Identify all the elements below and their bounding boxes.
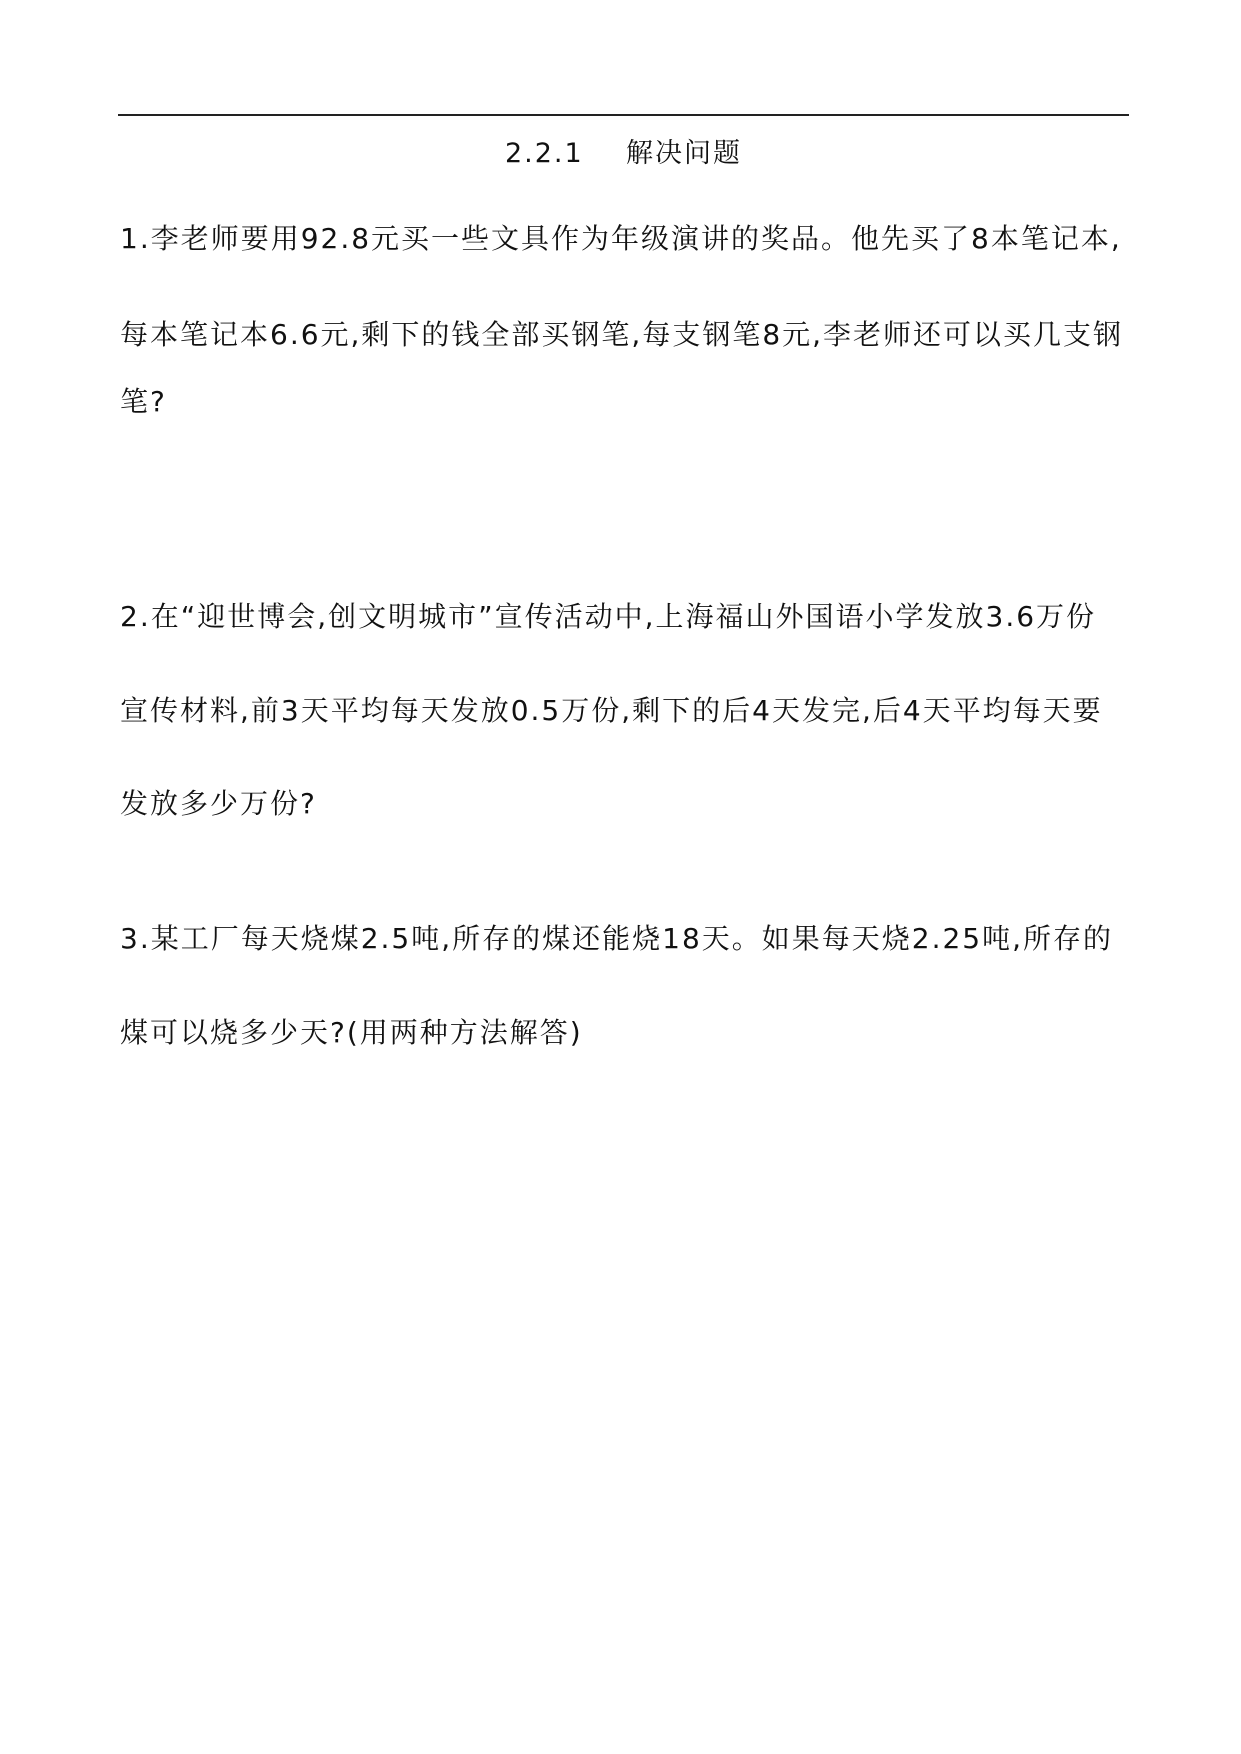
problem-1-line-2: 每本笔记本6.6元,剩下的钱全部买钢笔,每支钢笔8元,李老师还可以买几支钢 [120,318,1124,351]
problem-2-line-2: 宣传材料,前3天平均每天发放0.5万份,剩下的后4天发完,后4天平均每天要 [120,694,1103,727]
problem-2-line-1: 2.在“迎世博会,创文明城市”宣传活动中,上海福山外国语小学发放3.6万份 [120,600,1097,633]
problem-1-line-3: 笔? [120,385,167,418]
problem-3-line-1: 3.某工厂每天烧煤2.5吨,所存的煤还能烧18天。如果每天烧2.25吨,所存的 [120,922,1114,955]
header-rule [118,114,1129,116]
page-title: 2.2.1 解决问题 [504,138,743,169]
problem-1-line-1: 1.李老师要用92.8元买一些文具作为年级演讲的奖品。他先买了8本笔记本, [120,222,1122,255]
problem-2-line-3: 发放多少万份? [120,787,317,820]
problem-3-line-2: 煤可以烧多少天?(用两种方法解答) [120,1016,583,1049]
